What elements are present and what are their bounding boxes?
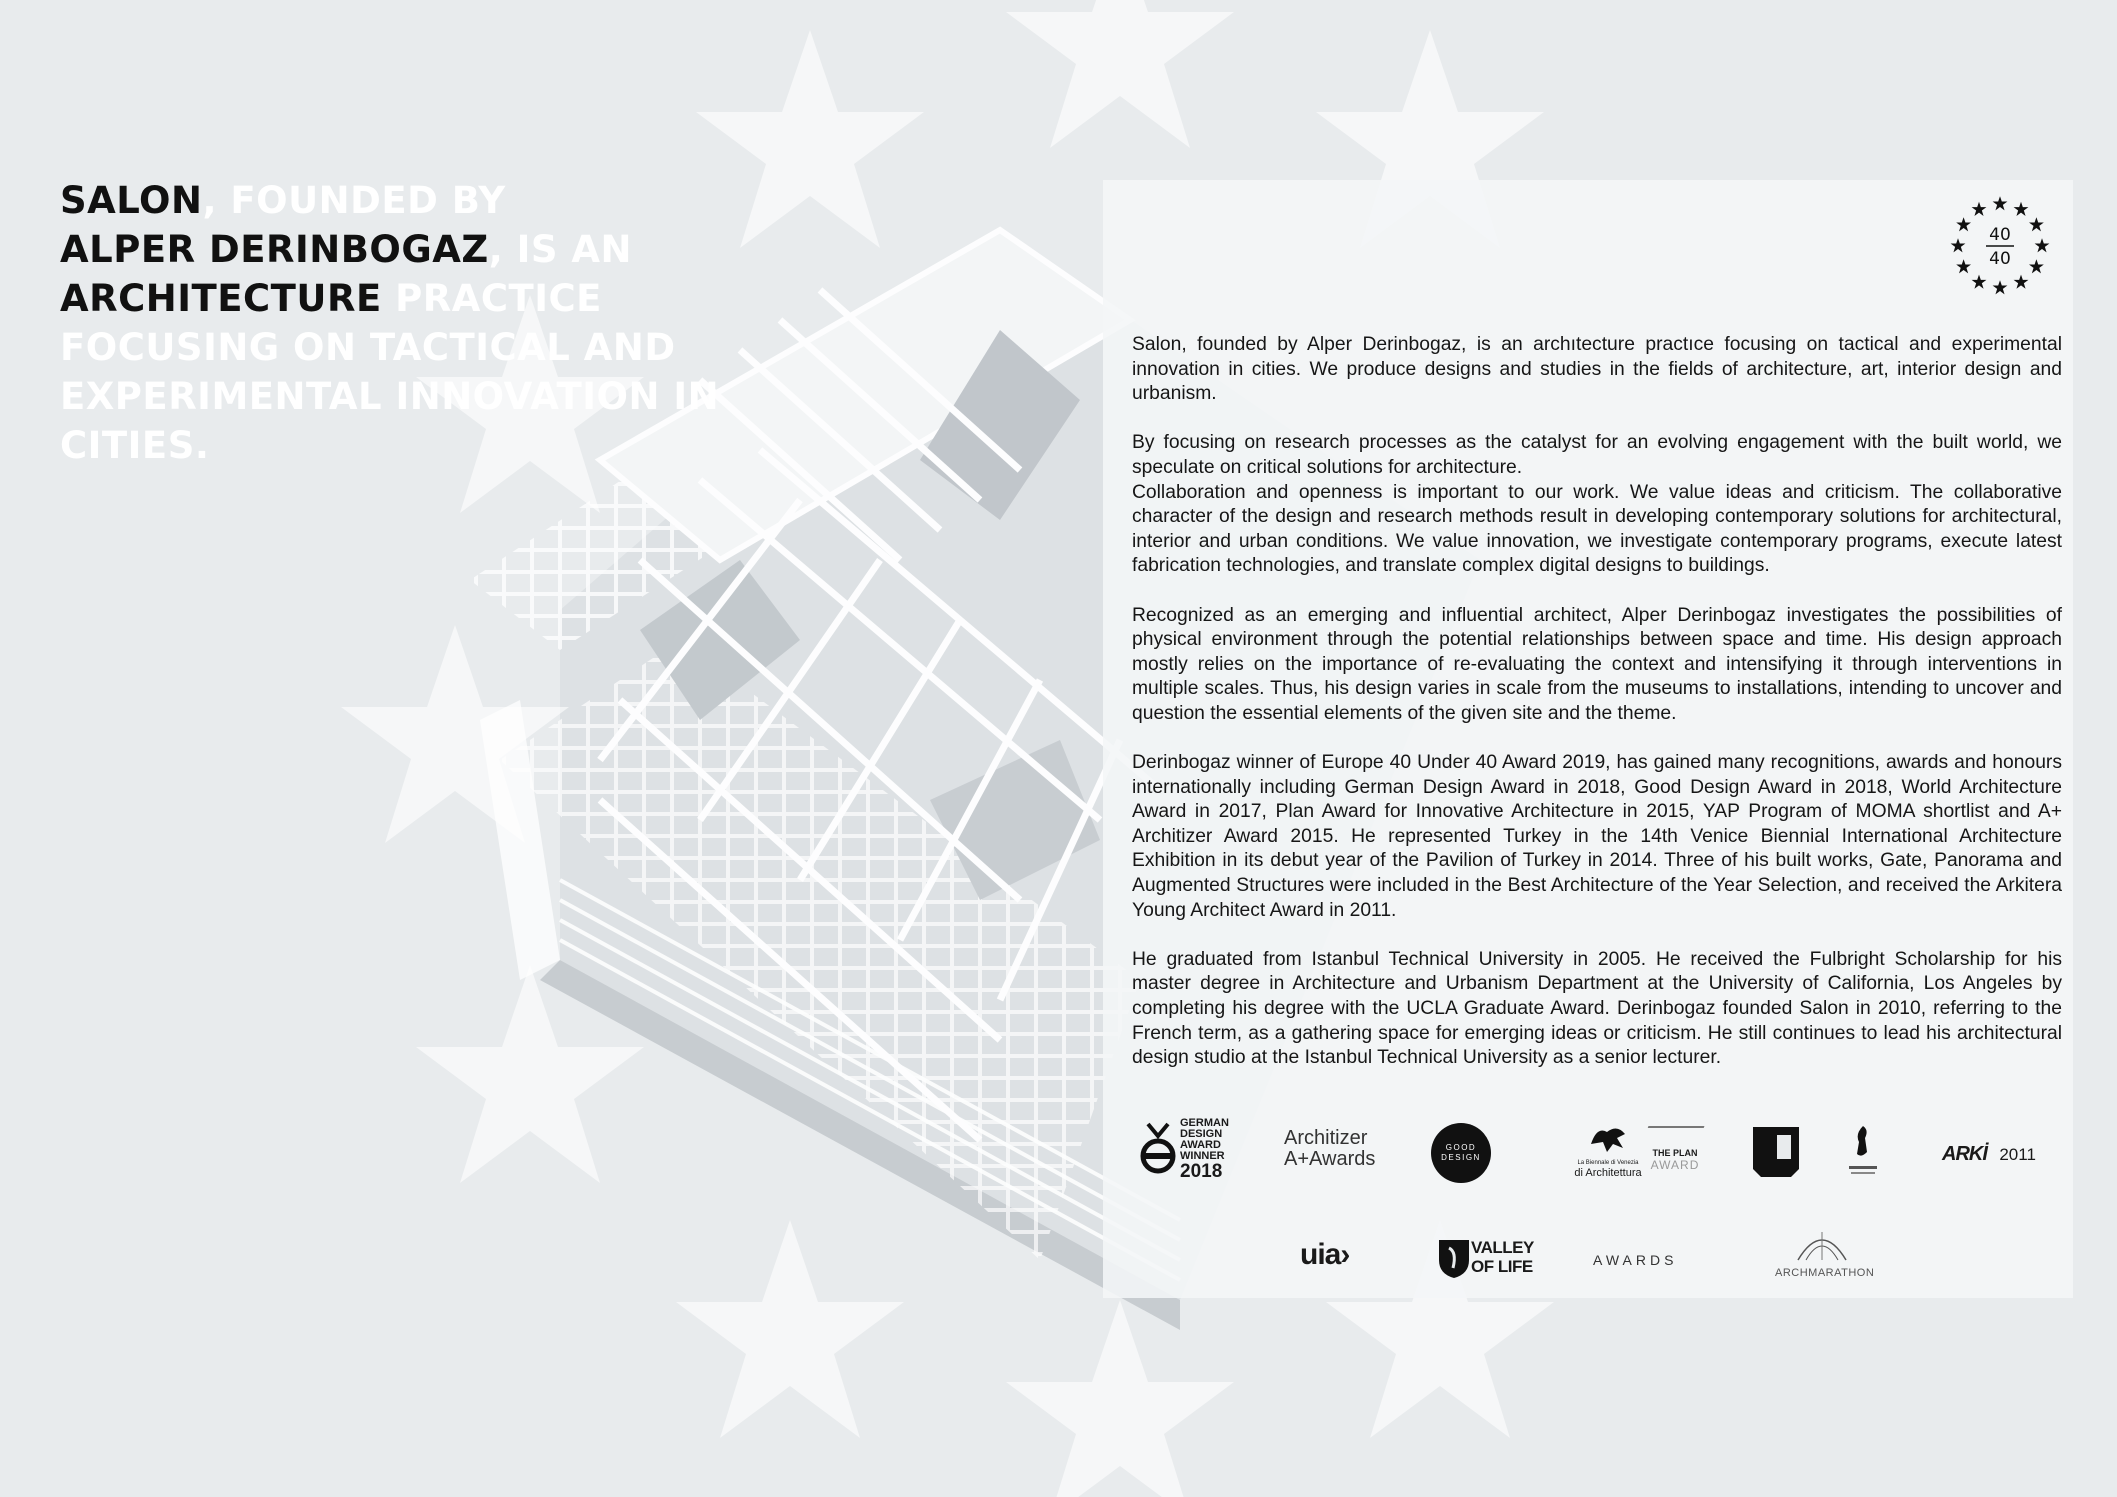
good-design-logo [1431, 1123, 1491, 1183]
biennale-line2: di Architettura [1574, 1167, 1642, 1179]
good-design-line2: DESIGN [1441, 1153, 1481, 1162]
the-plan-award-logo [1645, 1126, 1705, 1172]
arch-icon [1792, 1226, 1852, 1262]
plan-award-title: THE PLAN [1652, 1148, 1698, 1158]
biennale-line1: La Biennale di Venezia [1577, 1160, 1639, 1166]
archmarathon-logo [1775, 1226, 1875, 1279]
badge-number-top: 40 [1989, 225, 2011, 245]
paragraph-awards: Derinbogaz winner of Europe 40 Under 40 Award 2019, has gained many recognitions, awards and honours internationally including German Design Award in 2018, Good Design Award in 2018, World Architecture Award in 2017, Plan Award for Innovative Architecture in 2015, YAP Program of MOMA shortlist and A+ Architizer Award 2015. He represented Turkey in the 14th Venice Biennial International Architecture Exhibition in its debut year of the Pavilion of Turkey in 2014. Three of his built works, Gate, Panorama and Augmented Structures were included in the Best Architecture of the Year Selection, and received the Arkitera Young Architect Award in 2011. [1132, 752, 2062, 921]
archmarathon-name: ARCHMARATHON [1775, 1267, 1875, 1279]
valley-line2: OF LIFE [1471, 1257, 1533, 1276]
architizer-awards: A+Awards [1284, 1148, 1376, 1170]
german-design-line1: GERMAN [1180, 1117, 1229, 1129]
arkitera-logo [1942, 1143, 2052, 1169]
paragraph-recognition: Recognized as an emerging and influential architect, Alper Derinbogaz investigates the possibilities of physical environment through the potential relationships between space and time. His design approach mostly relies on the importance of re-evaluating the context and intensifying it through interventions in multiple scales. Thus, his design varies in scale from the museums to installations, intending to uncover and question the essential elements of the given site and the theme. [1132, 604, 2062, 724]
german-design-line2: DESIGN [1180, 1128, 1223, 1140]
german-design-award-logo [1138, 1118, 1243, 1182]
headline [60, 176, 760, 470]
awards-logo: AWARDS [1593, 1252, 1678, 1268]
plan-award-sub: AWARD [1650, 1158, 1700, 1172]
headline-architecture: ARCHITECTURE [60, 277, 382, 320]
winged-lion-icon [1587, 1124, 1629, 1154]
headline-founded-by: , FOUNDED BY [202, 179, 506, 222]
uia-logo: uia› [1300, 1238, 1350, 1271]
europe-40-under-40-badge [1950, 196, 2050, 296]
paragraph-education: He graduated from Istanbul Technical University in 2005. He received the Fulbright Scholarship for his master degree in Architecture and Urbanism Department at the University of California, Los Angeles by completing his degree with the UCLA Graduate Award. Derinbogaz founded Salon in 2010, referring to the French term, as a gathering space for emerging ideas or criticism. He still continues to lead his architectural design studio at the Istanbul Technical University as a senior lecturer. [1132, 948, 2062, 1069]
square-emblem-icon [1753, 1127, 1799, 1177]
good-design-line1: GOOD [1445, 1143, 1477, 1152]
paragraph-collaboration: Collaboration and openness is important to our work. We value ideas and criticism. The collaborative character of the design and research methods result in developing contemporary solutions for architectural, interior and urban conditions. We value innovation, we investigate contemporary programs, execute latest fabrication technologies, and translate complex digital designs to buildings. [1132, 481, 2062, 577]
trophy-icon [1138, 1122, 1178, 1178]
plan-award-icon [1646, 1126, 1705, 1134]
body-text [1132, 333, 2062, 1071]
german-design-line4: WINNER [1180, 1150, 1225, 1162]
arch-award-figure-logo [1845, 1124, 1881, 1182]
arkitera-name: ARKİ [1942, 1143, 1987, 1165]
statue-icon [1845, 1124, 1881, 1182]
valley-of-life-logo [1437, 1238, 1534, 1282]
headline-is-an: , IS AN [488, 228, 633, 271]
german-design-year: 2018 [1180, 1161, 1223, 1182]
valley-shield-icon [1437, 1238, 1471, 1278]
paragraph-intro: Salon, founded by Alper Derinbogaz, is an archıtecture practıce focusing on tactical and experimental innovation in cities. We produce designs and studies in the fields of architecture, art, interior design and urbanism. [1132, 334, 2062, 405]
headline-salon: SALON [60, 179, 203, 222]
world-architecture-logo [1753, 1127, 1799, 1177]
headline-rest: PRACTICE FOCUSING ON TACTICAL AND EXPERIMENTAL INNOVATION IN CITIES. [60, 277, 720, 467]
paragraph-research: By focusing on research processes as the catalyst for an evolving engagement with the built world, we speculate on critical solutions for architecture. [1132, 432, 2062, 478]
german-design-line3: AWARD [1180, 1139, 1221, 1151]
valley-line1: VALLEY [1471, 1238, 1534, 1257]
headline-name: ALPER DERINBOGAZ [60, 228, 489, 271]
architizer-name: Architizer [1284, 1127, 1368, 1149]
arkitera-year: 2011 [1999, 1145, 2036, 1164]
architizer-awards-logo [1284, 1128, 1394, 1170]
badge-number-bottom: 40 [1989, 249, 2011, 269]
